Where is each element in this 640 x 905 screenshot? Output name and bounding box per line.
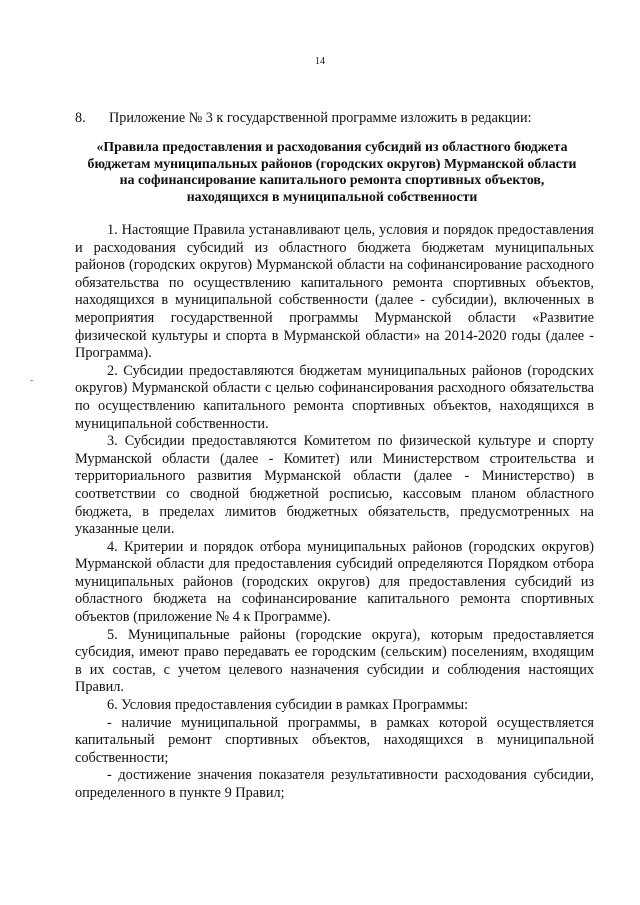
item-text: Приложение № 3 к государственной программе изложить в редакции: — [109, 110, 532, 126]
condition-2: - достижение значения показателя результативности расходования субсидии, определенного в пункте 9 Правил; — [75, 767, 594, 801]
scan-speck — [30, 380, 33, 381]
paragraph-4: 4. Критерии и порядок отбора муниципальных районов (городских округов) Мурманской области для предоставления субсидий определяются Порядком отбора муниципальных районов (городских округов) для предоставления субсидий из областного бюджета на софинансирование капитального ремонта спортивных объектов (приложение № 4 к Программе). — [75, 538, 594, 626]
paragraph-3: 3. Субсидии предоставляются Комитетом по физической культуре и спорту Мурманской области (далее - Комитет) или Министерством строительства и территориального развития Мурманской области (далее - Министерство) в соответствии со сводной бюджетной росписью, кассовым планом областного бюджета, в пределах лимитов бюджетных обязательств, предусмотренных на указанные цели. — [75, 433, 594, 538]
page-number: 14 — [315, 56, 325, 67]
condition-1: - наличие муниципальной программы, в рамках которой осуществляется капитальный ремонт спортивных объектов, находящихся в муниципальной собственности; — [75, 714, 594, 766]
item-number: 8. — [75, 110, 86, 126]
paragraph-6: 6. Условия предоставления субсидии в рамках Программы: — [107, 697, 469, 714]
paragraph-5: 5. Муниципальные районы (городские округа), которым предоставляется субсидия, имеют право передавать ее городским (сельским) поселениям, входящим в их состав, с учетом целевого назначения субсидии и соблюдения настоящих Правил. — [75, 626, 594, 696]
rules-title: «Правила предоставления и расходования субсидий из областного бюджета бюджетам муниципальных районов (городских округов) Мурманской области на софинансирование капитального ремонта спортивных объектов, находящихся в муниципальной собственности — [87, 139, 577, 204]
amendment-item — [75, 109, 575, 127]
paragraph-2: 2. Субсидии предоставляются бюджетам муниципальных районов (городских округов) Мурманской области с целью софинансирования расходного обязательства по осуществлению капитального ремонта спортивных объектов, находящихся в муниципальной собственности. — [75, 362, 594, 432]
rules-body — [75, 222, 594, 803]
paragraph-1: 1. Настоящие Правила устанавливают цель, условия и порядок предоставления и расходования субсидий из областного бюджета бюджетам муниципальных районов (городских округов) Мурманской области на софинансирование расходного обязательства по осуществлению капитального ремонта спортивных объектов, находящихся в муниципальной собственности (далее - субсидии), включенных в мероприятия государственной программы Мурманской области «Развитие физической культуры и спорта в Мурманской области» на 2014-2020 годы (далее - Программа). — [75, 222, 594, 362]
